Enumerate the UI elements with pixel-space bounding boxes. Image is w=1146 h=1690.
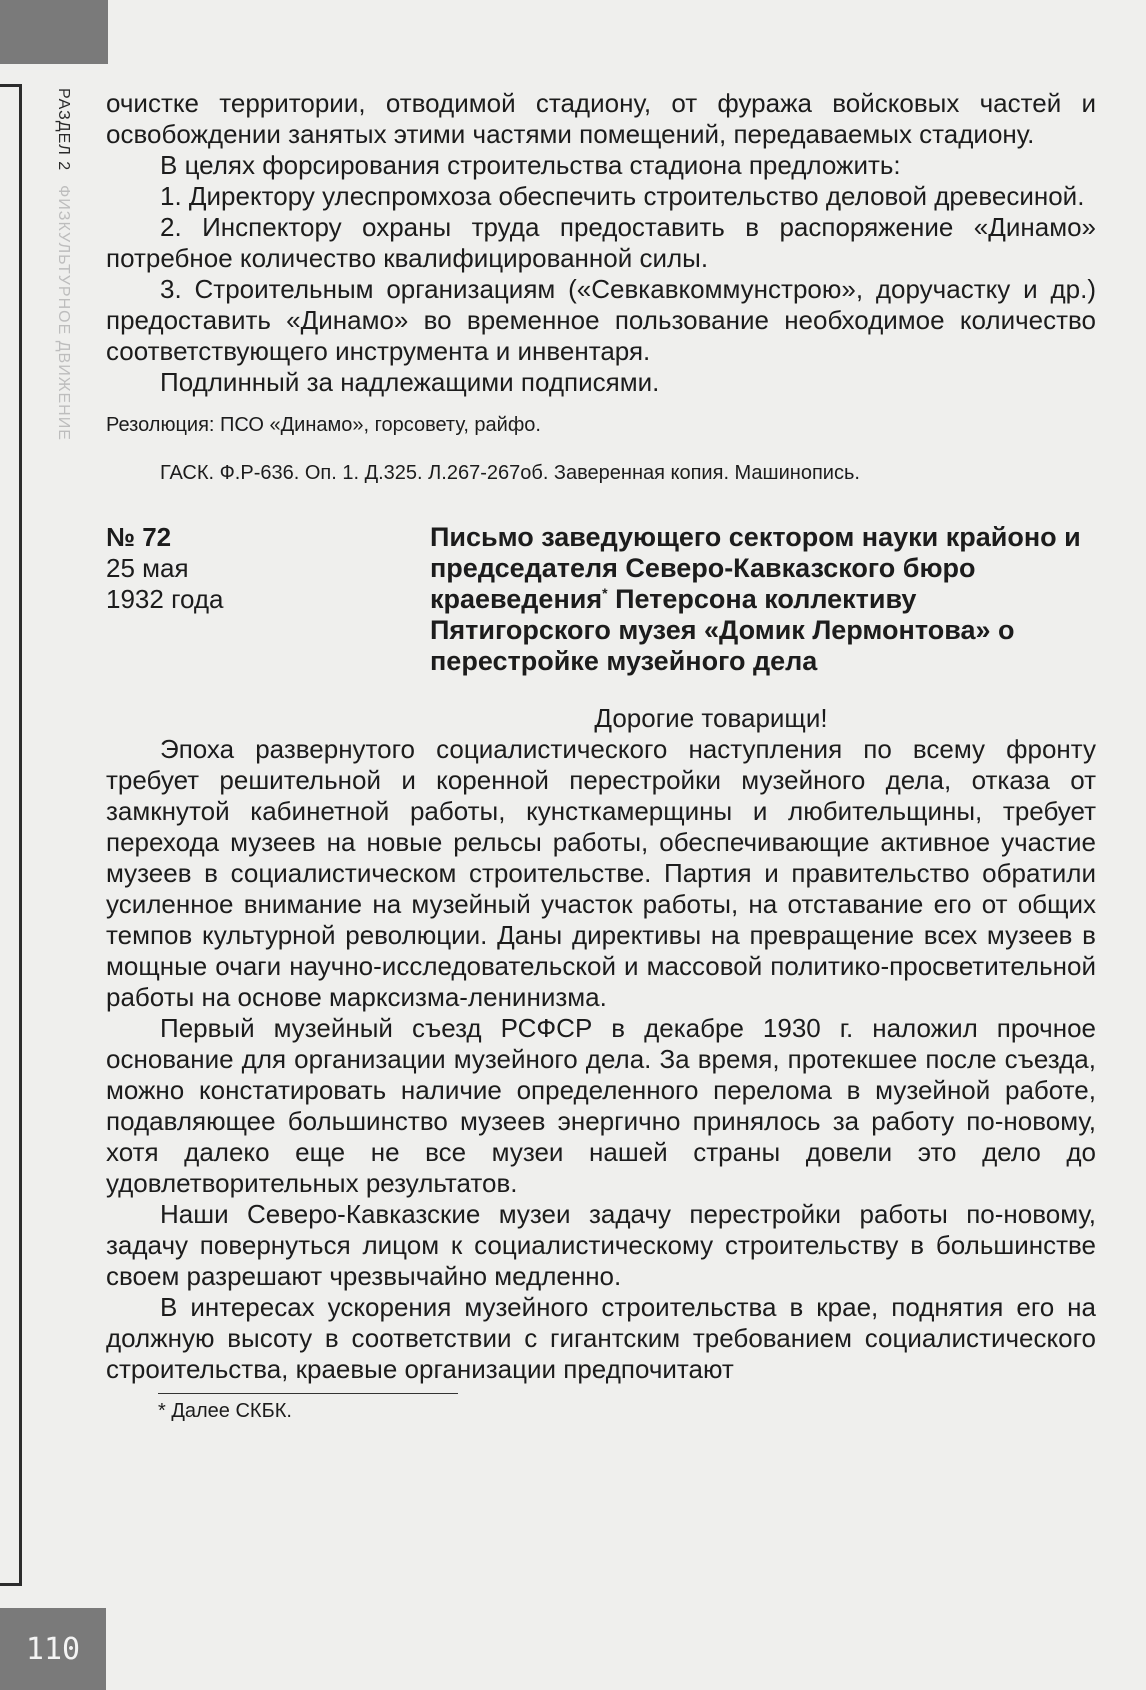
paragraph-top-2: 1. Директору улеспромхоза обеспечить строительство деловой древесиной. bbox=[160, 181, 1085, 211]
footnote-mark: * bbox=[602, 585, 608, 601]
document-meta bbox=[106, 522, 430, 677]
footnote: * Далее СКБК. bbox=[158, 1400, 292, 1422]
document-title-part-2: Петерсона коллективу Пятигорского музея «Домик Лермонтова» о перестройке музейного дела bbox=[430, 584, 1015, 676]
paragraph-top-3: 2. Инспектору охраны труда предоставить в распоряжение «Динамо» потребное количество квалифицированной силы. bbox=[106, 212, 1096, 273]
page-frame-line bbox=[0, 84, 22, 1586]
paragraph-body-1: Первый музейный съезд РСФСР в декабре 1930 г. наложил прочное основание для организации музейного дела. За время, протекшее после съезда, можно констатировать наличие определенного перелома в музейной работе, подавляющее большинство музеев энергично принялось за работу по-новому, хотя далеко еще не все музеи нашей страны довели это дело до удовлетворительных результатов. bbox=[106, 1013, 1096, 1198]
salutation: Дорогие товарищи! bbox=[594, 703, 828, 733]
paragraph-top-1: В целях форсирования строительства стадиона предложить: bbox=[160, 150, 901, 180]
paragraph-top-5: Подлинный за надлежащими подписями. bbox=[160, 367, 660, 397]
resolution: Резолюция: ПСО «Динамо», горсовету, райфо. bbox=[106, 414, 541, 436]
section-label-faint: ФИЗКУЛЬТУРНОЕ ДВИЖЕНИЕ bbox=[55, 185, 72, 441]
paragraph-body-0: Эпоха развернутого социалистического наступления по всему фронту требует решительной и коренной перестройки музейного дела, отказа от замкнутой кабинетной работы, кунсткамерщины и любительщины, требует перехода музеев на новые рельсы работы, обеспечивающие активное участие музеев в социалистическом строительстве. Партия и правительство обратили усиленное внимание на музейный участок работы, на отставание его от общих темпов культурной революции. Даны директивы на превращение всех музеев в мощные очаги научно-исследовательской и массовой политико-просветительной работы на основе марксизма-ленинизма. bbox=[106, 734, 1096, 1012]
paragraph-top-4: 3. Строительным организациям («Севкавкоммунстрою», доручастку и др.) предоставить «Динамо» во временное пользование необходимое количество соответствующего инструмента и инвентаря. bbox=[106, 274, 1096, 366]
footnote-divider bbox=[158, 1393, 458, 1394]
document-header bbox=[106, 522, 1096, 677]
section-label-text: РАЗДЕЛ 2 bbox=[55, 88, 72, 172]
page-content bbox=[106, 88, 1096, 1424]
document-number: № 72 bbox=[106, 522, 172, 552]
document-date-line-2: 1932 года bbox=[106, 584, 224, 614]
paragraph-top-0: очистке территории, отводимой стадиону, от фуража войсковых частей и освобождении занятых этими частями помещений, передаваемых стадиону. bbox=[106, 88, 1096, 149]
document-title bbox=[430, 522, 1096, 677]
corner-tab bbox=[0, 0, 108, 64]
page-number: 110 bbox=[0, 1608, 106, 1690]
paragraph-body-3: В интересах ускорения музейного строительства в крае, поднятия его на должную высоту в соответствии с гигантским требованием социалистического строительства, краевые организации предпочитают bbox=[106, 1292, 1096, 1384]
document-date-line-1: 25 мая bbox=[106, 553, 189, 583]
archive-reference: ГАСК. Ф.Р-636. Оп. 1. Д.325. Л.267-267об. Заверенная копия. Машинопись. bbox=[160, 462, 860, 484]
document-title-part-1: Письмо заведующего сектором науки крайоно и председателя Северо-Кавказского бюро краеведения bbox=[430, 522, 1081, 614]
section-label bbox=[55, 88, 72, 441]
paragraph-body-2: Наши Северо-Кавказские музеи задачу перестройки работы по-новому, задачу повернуться лицом к социалистическому строительству в большинстве своем разрешают чрезвычайно медленно. bbox=[106, 1199, 1096, 1291]
